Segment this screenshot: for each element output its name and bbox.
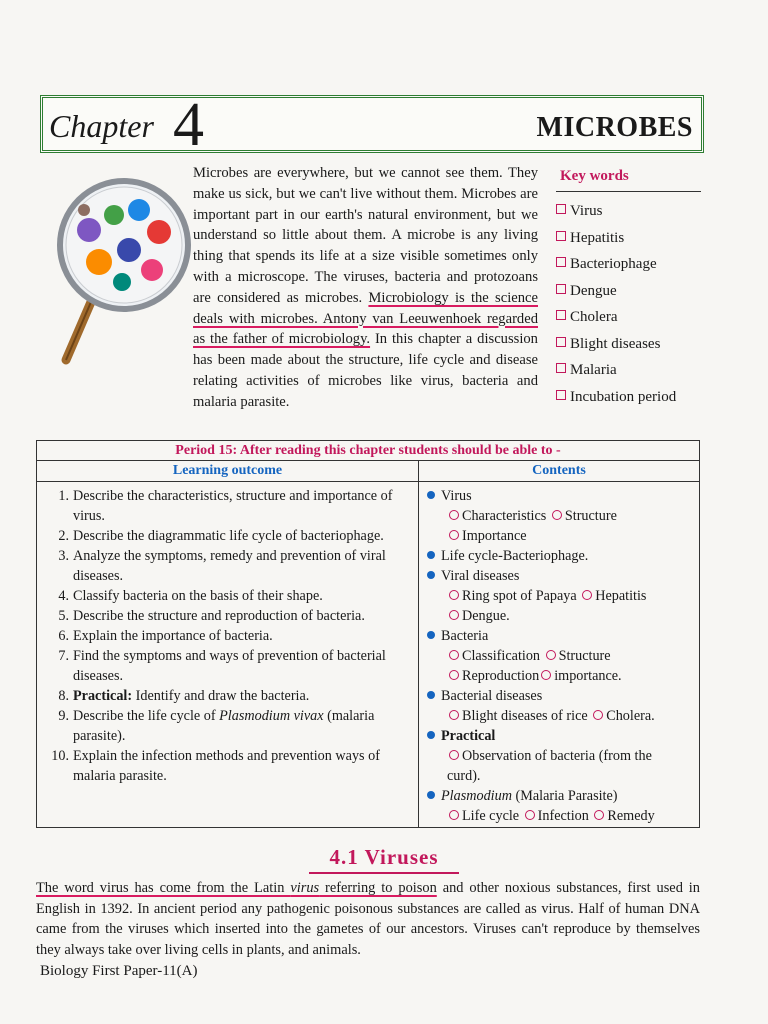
chapter-number: 4 — [173, 91, 204, 159]
checkbox-icon — [556, 204, 566, 214]
ring-bullet-icon — [449, 530, 459, 540]
bullet-icon — [427, 551, 435, 559]
ring-bullet-icon — [546, 650, 556, 660]
list-item: 9. Describe the life cycle of Plasmodium vivax (malaria parasite). — [58, 708, 375, 744]
ring-bullet-icon — [594, 810, 604, 820]
contents-list — [419, 482, 699, 827]
checkbox-icon — [556, 310, 566, 320]
list-item: Life cycle Infection Remedy — [427, 806, 695, 826]
list-item: Life cycle-Bacteriophage. — [427, 546, 695, 566]
bullet-icon — [427, 571, 435, 579]
list-item: Observation of bacteria (from the — [427, 746, 695, 766]
ring-bullet-icon — [449, 810, 459, 820]
list-item: 7. Find the symptoms and ways of prevention of bacterial diseases. — [58, 648, 386, 684]
checkbox-icon — [556, 390, 566, 400]
table-body — [37, 482, 699, 827]
ring-bullet-icon — [449, 590, 459, 600]
checkbox-icon — [556, 363, 566, 373]
chapter-label: Chapter — [49, 108, 154, 144]
list-item: 8. Practical: Identify and draw the bacteria. — [58, 688, 310, 704]
column-header-learning-outcome: Learning outcome — [37, 461, 419, 481]
bullet-icon — [427, 691, 435, 699]
keyword-item: Malaria — [556, 357, 701, 384]
list-item: Viral diseases — [427, 566, 695, 586]
keyword-item: Incubation period — [556, 384, 701, 411]
list-item: Classification Structure — [427, 646, 695, 666]
keyword-item: Cholera — [556, 304, 701, 331]
keyword-item: Blight diseases — [556, 331, 701, 358]
list-item: 4. Classify bacteria on the basis of their shape. — [58, 588, 323, 604]
list-item: Blight diseases of rice Cholera. — [427, 706, 695, 726]
chapter-title: MICROBES — [536, 112, 693, 143]
list-item: 2. Describe the diagrammatic life cycle of bacteriophage. — [58, 528, 384, 544]
bullet-icon — [427, 731, 435, 739]
list-item: Virus — [427, 486, 695, 506]
learning-outcomes-list — [37, 482, 419, 827]
period-table — [36, 440, 700, 828]
body-text: and other noxious substances, first used in English in 1392. In ancient period any pathogenic poisonous substances are called as virus. Half of human DNA came from the viruses which inserted into the gametes of our ancestors. Viruses can't reproduce by themselves they always take over living cells in plants, and animals. — [36, 880, 701, 958]
list-item: Reproduction importance. — [427, 666, 695, 686]
list-item: 10. Explain the infection methods and prevention ways of malaria parasite. — [51, 748, 380, 784]
checkbox-icon — [556, 231, 566, 241]
ring-bullet-icon — [449, 710, 459, 720]
list-item: Bacteria — [427, 626, 695, 646]
key-words-panel — [556, 168, 701, 410]
ring-bullet-icon — [541, 670, 551, 680]
body-text-underlined: The word virus has come from the Latin virus referring to poison — [36, 880, 437, 896]
ring-bullet-icon — [449, 670, 459, 680]
table-column-headers — [37, 461, 699, 482]
page-footer: Biology First Paper-11(A) — [40, 963, 198, 979]
section-title: 4.1 Viruses — [0, 845, 768, 874]
bullet-icon — [427, 791, 435, 799]
intro-underlined-definition: Microbiology is the science deals with microbes. Antony van Leeuwenhoek regarded as the father of microbiology. — [193, 289, 538, 348]
list-item: 1. Describe the characteristics, structure and importance of virus. — [58, 488, 393, 524]
intro-text-2: In this chapter a discussion has been made about the structure, life cycle and disease relating activities of microbes like virus, bacteria and malaria parasite. — [193, 331, 538, 410]
list-item: 6. Explain the importance of bacteria. — [58, 628, 273, 644]
list-item: curd). — [447, 768, 481, 784]
keyword-item: Dengue — [556, 278, 701, 305]
column-header-contents: Contents — [532, 463, 586, 478]
chapter-header — [40, 91, 704, 159]
bullet-icon — [427, 631, 435, 639]
list-item: Practical — [427, 726, 695, 746]
ring-bullet-icon — [593, 710, 603, 720]
ring-bullet-icon — [449, 510, 459, 520]
key-words-title: Key words — [556, 168, 701, 192]
ring-bullet-icon — [552, 510, 562, 520]
list-item: Bacterial diseases — [427, 686, 695, 706]
list-item: Ring spot of Papaya Hepatitis — [427, 586, 695, 606]
ring-bullet-icon — [449, 610, 459, 620]
magnifier-microbes-illustration — [44, 170, 194, 370]
ring-bullet-icon — [525, 810, 535, 820]
period-header: Period 15: After reading this chapter students should be able to - — [37, 441, 699, 461]
ring-bullet-icon — [582, 590, 592, 600]
ring-bullet-icon — [449, 750, 459, 760]
keyword-item: Virus — [556, 198, 701, 225]
section-body-paragraph — [36, 878, 700, 960]
list-item: Importance — [427, 526, 695, 546]
list-item: 5. Describe the structure and reproduction of bacteria. — [58, 608, 365, 624]
keyword-item: Bacteriophage — [556, 251, 701, 278]
checkbox-icon — [556, 337, 566, 347]
intro-text-1: Microbes are everywhere, but we cannot see them. They make us sick, but we can't live without them. Microbes are important part in our earth's natural environment, but we understand so little about them. A microbe is any living thing that spends its life at a size visible sometimes only with a microscope. The viruses, bacteria and protozoans are considered as microbes. — [193, 165, 538, 306]
list-item: 3. Analyze the symptoms, remedy and prevention of viral diseases. — [58, 548, 386, 584]
bullet-icon — [427, 491, 435, 499]
ring-bullet-icon — [449, 650, 459, 660]
checkbox-icon — [556, 257, 566, 267]
checkbox-icon — [556, 284, 566, 294]
intro-paragraph — [193, 163, 538, 413]
keyword-item: Hepatitis — [556, 225, 701, 252]
list-item: Characteristics Structure — [427, 506, 695, 526]
list-item: Dengue. — [427, 606, 695, 626]
list-item: Plasmodium (Malaria Parasite) — [427, 786, 695, 806]
